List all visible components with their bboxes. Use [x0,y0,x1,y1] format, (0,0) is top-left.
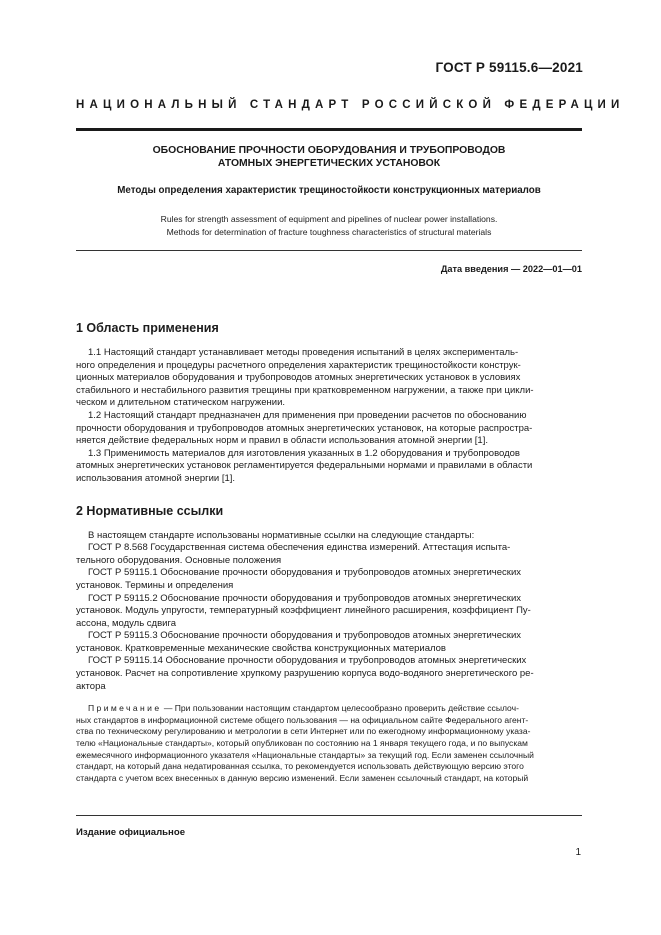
section-2-intro [76,530,582,543]
text-line: установок. Расчет на сопротивление хрупкому разрушению корпуса водо-водяного энергетического ре- [76,668,534,680]
text-line: использования атомной энергии [1]. [76,472,236,484]
paragraph-1-2 [76,410,582,448]
note-line: стандарт, на который дана недатированная ссылка, то рекомендуется использовать действующую версию этого [76,761,524,772]
text-line: 1.1 Настоящий стандарт устанавливает методы проведения испытаний в целях эксперименталь- [88,347,519,358]
section-2-heading: 2 Нормативные ссылки [76,503,224,518]
text-line: ГОСТ Р 59115.14 Обоснование прочности оборудования и трубопроводов атомных энергетических [88,655,527,667]
note-line: ных стандартов в информационной системе общего пользования — на официальном сайте Федерального агент- [76,714,529,725]
reference-gost-r-59115-14 [76,655,582,693]
note-first-line [76,703,582,715]
gost-number: ГОСТ Р 59115.6—2021 [435,60,583,75]
text-line: прочности оборудования и трубопроводов атомных энергетических установок, на которые распростра- [76,422,533,434]
note-block [76,703,582,784]
title-rule [76,250,582,251]
text-line: няется действие федеральных норм и правил в области использования атомной энергии [1]. [76,435,488,447]
text-line: ческом и длительном статическом нагружении. [76,397,286,409]
text-line: ассона, модуль сдвига [76,617,176,629]
text-line: установок. Термины и определения [76,579,234,591]
paragraph-1-1 [76,347,582,410]
text-line: 1.2 Настоящий стандарт предназначен для применения при проведении расчетов по обоснованию [88,409,527,421]
title-line-1: ОБОСНОВАНИЕ ПРОЧНОСТИ ОБОРУДОВАНИЯ И ТРУБОПРОВОДОВ [152,145,506,156]
text-line: ГОСТ Р 59115.2 Обоснование прочности оборудования и трубопроводов атомных энергетических [88,592,521,604]
text-line: ционных материалов оборудования и трубопроводов атомных энергетических установок в условиях [76,372,521,384]
title-english-line-1: Rules for strength assessment of equipment and pipelines of nuclear power installations. [160,214,498,224]
note-line: телю «Национальные стандарты», который опубликован по состоянию на 1 января текущего года, и по выпускам [76,738,528,749]
introduction-date: Дата введения — 2022—01—01 [440,264,582,274]
text-line: В настоящем стандарте использованы нормативные ссылки на следующие стандарты: [88,529,475,541]
section-2 [76,503,582,785]
text-line: тельного оборудования. Основные положения [76,554,282,566]
page-number: 1 [575,847,581,858]
header-rule [76,128,582,131]
note-label: Примечание [88,703,162,714]
title-subtitle: Методы определения характеристик трещиностойкости конструкционных материалов [117,185,541,196]
text-line: ГОСТ Р 59115.1 Обоснование прочности оборудования и трубопроводов атомных энергетических [88,567,521,579]
reference-gost-r-59115-3 [76,630,582,655]
reference-gost-r-8-568 [76,542,582,567]
text-line: установок. Кратковременные механические свойства конструкционных материалов [76,642,446,654]
official-edition-label: Издание официальное [76,827,186,838]
national-standard-heading: НАЦИОНАЛЬНЫЙ СТАНДАРТ РОССИЙСКОЙ ФЕДЕРАЦИИ [76,99,625,111]
paragraph-1-3 [76,448,582,486]
title-english [76,213,582,238]
note-line: стандарта с учетом всех внесенных в данную версию изменений. Если заменен ссылочный стандарт, на который [76,772,529,783]
text-line: ного определения и процедуры расчетного определения характеристик трещиностойкости конструк- [76,359,521,371]
title-main [76,145,582,170]
text-line: атомных энергетических установок регламентируется федеральными нормами и правилами в области [76,460,533,472]
footer-rule [76,815,582,816]
reference-gost-r-59115-2 [76,593,582,631]
main-content [76,320,582,784]
title-line-2: АТОМНЫХ ЭНЕРГЕТИЧЕСКИХ УСТАНОВОК [217,157,441,169]
text-line: ГОСТ Р 59115.3 Обоснование прочности оборудования и трубопроводов атомных энергетических [88,630,521,642]
text-line: 1.3 Применимость материалов для изготовления указанных в 1.2 оборудования и трубопроводов [88,447,520,459]
text-line: актора [76,680,106,692]
note-line: ства по техническому регулированию и метрологии в сети Интернет или по ежегодному информационному указа- [76,726,531,737]
text-line: стабильного и нестабильного развития трещины при кратковременном нагружении, а также при цикли- [76,384,534,396]
note-text: — При пользовании настоящим стандартом целесообразно проверить действие ссылоч- [161,703,519,714]
text-line: ГОСТ Р 8.568 Государственная система обеспечения единства измерений. Аттестация испыта- [88,542,511,554]
text-line: установок. Модуль упругости, температурный коэффициент линейного расширения, коэффициент Пу- [76,605,531,617]
reference-gost-r-59115-1 [76,567,582,592]
section-1-heading: 1 Область применения [76,321,219,335]
note-line: ежемесячного информационного указателя «Национальные стандарты» за текущий год. Если заменен ссылочный [76,749,534,760]
title-block [76,145,582,238]
title-english-line-2: Methods for determination of fracture toughness characteristics of structural materials [166,226,492,237]
